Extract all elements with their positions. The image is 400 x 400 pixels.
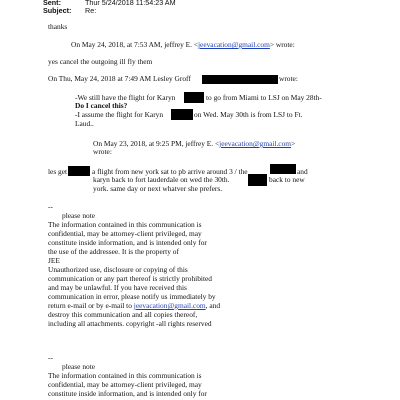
- subject-label: Subject:: [43, 6, 72, 15]
- disclaimer-line: communication or any part thereof is strictly prohibited: [48, 274, 212, 283]
- disclaimer-line: Unauthorized use, disclosure or copying of this: [48, 265, 188, 274]
- disclaimer-line: The information contained in this communication is: [48, 220, 202, 229]
- disclaimer2-line: constitute inside information, and is intended only for: [48, 389, 207, 398]
- disclaimer-text: return e-mail or by e-mail to: [48, 301, 134, 310]
- email-link[interactable]: jeevacation@gmail.com: [198, 40, 270, 49]
- subject-value: Re:: [85, 6, 97, 15]
- disclaimer-line: and may be unlawful. If you have received this: [48, 283, 187, 292]
- redaction-box: [184, 92, 204, 103]
- msg1-b: a flight from new york sat to pb arrive around 3 / the: [92, 167, 248, 176]
- email-link[interactable]: jeevacation@gmail.com: [133, 301, 206, 310]
- cancel-line: yes cancel the outgoing ill fly them: [48, 57, 153, 66]
- reply1-prefix: On May 24, 2018, at 7:53 AM, jeffrey E. <: [71, 40, 198, 49]
- redaction-box: [68, 166, 90, 176]
- quote3-a: -I assume the flight for Karyn: [75, 110, 164, 119]
- reply3-suffix: >: [291, 139, 296, 148]
- reply2-prefix: On Thu, May 24, 2018 at 7:49 AM Lesley Groff: [48, 74, 191, 83]
- disclaimer-line: confidential, may be attorney-client privileged, may: [48, 229, 202, 238]
- redaction-box: [202, 75, 278, 84]
- disclaimer-line: JEE: [48, 256, 60, 265]
- redaction-box: [270, 164, 296, 174]
- redaction-box: [171, 109, 193, 120]
- disclaimer2-line: confidential, may be attorney-client privileged, may: [48, 380, 202, 389]
- reply3-line2: wrote:: [93, 147, 112, 156]
- msg2-a: karyn back to fort lauderdale on wed the 30th.: [93, 175, 230, 184]
- sig2-dashes: --: [48, 353, 53, 362]
- quote2: Do I cancel this?: [75, 101, 128, 110]
- disclaimer-text: , and: [205, 301, 221, 310]
- reply3-line1: [93, 140, 295, 149]
- disclaimer-line: constitute inside information, and is intended only for: [48, 238, 207, 247]
- reply2-suffix: wrote:: [279, 74, 298, 83]
- msg3: york. same day or next whatver she prefers.: [93, 184, 223, 193]
- disclaimer-line: including all attachments. copyright -all rights reserved: [48, 319, 212, 328]
- msg2-b: back to new: [269, 175, 305, 184]
- disclaimer-line: communication in error, please notify us immediately by: [48, 292, 216, 301]
- reply1-suffix: > wrote:: [269, 40, 295, 49]
- body-thanks: thanks: [48, 22, 68, 31]
- msg1-c: and: [297, 167, 308, 176]
- disclaimer-line: the use of the addressee. It is the property of: [48, 247, 179, 256]
- email-link[interactable]: jeevacation@gmail.com: [219, 139, 292, 148]
- sent-label: Sent:: [43, 0, 61, 7]
- disclaimer-line: destroy this communication and all copies thereof,: [48, 310, 198, 319]
- sig-note: please note: [62, 211, 96, 220]
- quote3-b: on Wed. May 30th is from LSJ to Ft.: [194, 110, 303, 119]
- disclaimer2-line: The information contained in this communication is: [48, 371, 202, 380]
- quote4: Laud..: [75, 119, 94, 128]
- sent-value: Thur 5/24/2018 11:54:23 AM: [85, 0, 176, 7]
- sig2-note: please note: [62, 362, 96, 371]
- sig-dashes: --: [48, 202, 53, 211]
- quote1-a: -We still have the flight for Karyn: [75, 93, 176, 102]
- msg1-a: les get: [48, 167, 68, 176]
- redaction-box: [248, 174, 267, 186]
- reply1-header: [71, 41, 295, 50]
- reply3-prefix: On May 23, 2018, at 9:25 PM, jeffrey E. <: [93, 139, 220, 148]
- quote1-b: to go from Miami to LSJ on May 28th-: [206, 93, 322, 102]
